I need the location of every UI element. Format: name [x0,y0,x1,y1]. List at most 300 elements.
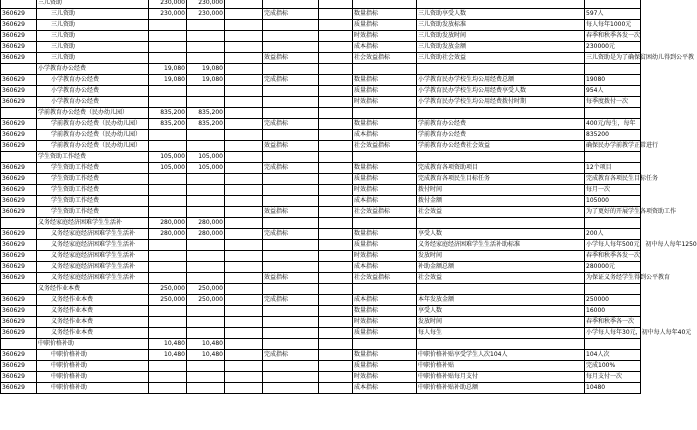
cell-code[interactable] [1,284,37,295]
cell-project-name[interactable]: 中职价格补助 [37,361,149,372]
cell-project-name[interactable]: 中职价格补助 [37,383,149,394]
cell-indicator-level2[interactable]: 数量指标 [353,350,417,361]
cell-empty[interactable] [319,361,353,372]
cell-empty[interactable] [319,9,353,20]
cell-indicator-name[interactable]: 三儿资助发放标准 [417,20,585,31]
cell-empty[interactable] [225,339,263,350]
cell-indicator-level1[interactable] [263,306,319,317]
cell-empty[interactable] [225,64,263,75]
cell-indicator-name[interactable] [417,152,585,163]
cell-indicator-name[interactable]: 完成教育各项资助项目 [417,163,585,174]
cell-empty[interactable] [319,86,353,97]
cell-budget-total[interactable] [149,306,187,317]
cell-indicator-level1[interactable] [263,185,319,196]
cell-project-name[interactable]: 义务经作业本费 [37,317,149,328]
cell-indicator-level2[interactable]: 成本指标 [353,262,417,273]
cell-code[interactable]: 360629 [1,9,37,20]
cell-empty[interactable] [225,97,263,108]
cell-indicator-value[interactable]: 小学每人每年30元，初中每人每年40元 [585,328,641,339]
cell-budget-allocated[interactable]: 250,000 [187,295,225,306]
cell-indicator-level2[interactable]: 成本指标 [353,383,417,394]
cell-empty[interactable] [319,240,353,251]
cell-indicator-value[interactable]: 完成100% [585,361,641,372]
cell-indicator-level1[interactable]: 完成指标 [263,75,319,86]
cell-indicator-level1[interactable] [263,372,319,383]
cell-empty[interactable] [225,174,263,185]
cell-empty[interactable] [319,350,353,361]
cell-indicator-name[interactable]: 享受人数 [417,306,585,317]
cell-empty[interactable] [225,75,263,86]
cell-indicator-value[interactable] [585,339,641,350]
cell-indicator-level2[interactable]: 时效指标 [353,97,417,108]
cell-project-name[interactable]: 学生资助工作经费 [37,152,149,163]
cell-code[interactable]: 360629 [1,350,37,361]
cell-project-name[interactable]: 中职价格补助 [37,372,149,383]
cell-indicator-level1[interactable]: 完成指标 [263,229,319,240]
cell-budget-allocated[interactable]: 230,000 [187,9,225,20]
cell-indicator-name[interactable]: 补助金额总额 [417,262,585,273]
cell-indicator-value[interactable]: 三儿资助是为了确保贫困幼儿得到公平教 [585,53,641,64]
cell-empty[interactable] [225,42,263,53]
cell-indicator-value[interactable] [585,64,641,75]
cell-indicator-level2[interactable] [353,218,417,229]
cell-empty[interactable] [225,229,263,240]
cell-indicator-level2[interactable] [353,152,417,163]
cell-indicator-level2[interactable]: 时效指标 [353,251,417,262]
cell-empty[interactable] [225,218,263,229]
cell-empty[interactable] [319,119,353,130]
cell-indicator-name[interactable]: 小学教育民办学校生均公用经费享受人数 [417,86,585,97]
cell-project-name[interactable]: 义务经作业本费 [37,328,149,339]
cell-empty[interactable] [225,273,263,284]
cell-indicator-name[interactable]: 拨付时间 [417,185,585,196]
cell-budget-allocated[interactable] [187,328,225,339]
cell-project-name[interactable]: 学生资助工作经费 [37,196,149,207]
cell-indicator-level2[interactable]: 质量指标 [353,20,417,31]
cell-project-name[interactable]: 三儿资助 [37,20,149,31]
cell-indicator-level1[interactable] [263,361,319,372]
cell-indicator-level1[interactable]: 完成指标 [263,295,319,306]
cell-indicator-value[interactable]: 完成教育各项民生目标任务 [585,174,641,185]
cell-indicator-value[interactable]: 春季和秋季各一次 [585,317,641,328]
cell-indicator-level2[interactable]: 数量指标 [353,9,417,20]
cell-indicator-name[interactable]: 本年发放金额 [417,295,585,306]
cell-budget-allocated[interactable]: 230,000 [187,0,225,9]
cell-indicator-name[interactable]: 拨付金额 [417,196,585,207]
cell-budget-total[interactable] [149,273,187,284]
cell-indicator-value[interactable]: 200人 [585,229,641,240]
cell-code[interactable] [1,218,37,229]
cell-budget-allocated[interactable] [187,86,225,97]
cell-project-name[interactable]: 三儿资助 [37,31,149,42]
cell-indicator-value[interactable]: 280000元 [585,262,641,273]
cell-empty[interactable] [319,262,353,273]
cell-empty[interactable] [319,273,353,284]
cell-indicator-name[interactable]: 小学教育民办学校生均公用经费拨付时期 [417,97,585,108]
cell-empty[interactable] [319,339,353,350]
cell-code[interactable]: 360629 [1,174,37,185]
cell-empty[interactable] [319,75,353,86]
cell-budget-allocated[interactable]: 105,000 [187,152,225,163]
cell-project-name[interactable]: 三儿资助 [37,42,149,53]
cell-budget-allocated[interactable] [187,185,225,196]
cell-indicator-level1[interactable] [263,31,319,42]
cell-empty[interactable] [225,108,263,119]
cell-project-name[interactable]: 义务经作业本费 [37,306,149,317]
cell-code[interactable] [1,64,37,75]
cell-indicator-level1[interactable] [263,317,319,328]
cell-budget-allocated[interactable] [187,42,225,53]
cell-indicator-name[interactable]: 发放时间 [417,251,585,262]
cell-indicator-name[interactable]: 三儿资助发放时间 [417,31,585,42]
cell-indicator-value[interactable]: 每人每年1000元 [585,20,641,31]
cell-indicator-value[interactable]: 每季度拨付一次 [585,97,641,108]
cell-code[interactable]: 360629 [1,207,37,218]
cell-project-name[interactable]: 义务经家庭经济困难学生生活补 [37,251,149,262]
cell-empty[interactable] [319,141,353,152]
cell-indicator-level1[interactable] [263,0,319,9]
cell-budget-total[interactable] [149,240,187,251]
cell-indicator-name[interactable]: 学前教育办公经费 [417,130,585,141]
cell-indicator-level2[interactable]: 质量指标 [353,240,417,251]
cell-code[interactable]: 360629 [1,251,37,262]
cell-empty[interactable] [319,152,353,163]
cell-indicator-name[interactable]: 享受人数 [417,229,585,240]
cell-indicator-level1[interactable] [263,262,319,273]
cell-code[interactable]: 360629 [1,185,37,196]
cell-indicator-level2[interactable]: 成本指标 [353,196,417,207]
cell-code[interactable]: 360629 [1,361,37,372]
cell-project-name[interactable]: 三儿资助 [37,53,149,64]
cell-code[interactable]: 360629 [1,383,37,394]
cell-budget-total[interactable]: 835,200 [149,108,187,119]
cell-project-name[interactable]: 中职价格补助 [37,350,149,361]
cell-indicator-level2[interactable]: 社会效益指标 [353,273,417,284]
cell-budget-total[interactable]: 230,000 [149,9,187,20]
cell-code[interactable]: 360629 [1,42,37,53]
cell-indicator-level2[interactable]: 数量指标 [353,306,417,317]
cell-indicator-name[interactable] [417,0,585,9]
cell-empty[interactable] [225,31,263,42]
cell-indicator-level2[interactable]: 时效指标 [353,185,417,196]
cell-budget-total[interactable] [149,86,187,97]
cell-indicator-level1[interactable]: 完成指标 [263,350,319,361]
cell-empty[interactable] [225,141,263,152]
cell-budget-allocated[interactable] [187,130,225,141]
cell-budget-total[interactable]: 105,000 [149,152,187,163]
cell-empty[interactable] [225,383,263,394]
cell-indicator-level1[interactable] [263,42,319,53]
cell-budget-allocated[interactable] [187,273,225,284]
cell-indicator-level1[interactable] [263,328,319,339]
cell-budget-allocated[interactable] [187,97,225,108]
cell-code[interactable]: 360629 [1,306,37,317]
cell-budget-total[interactable] [149,328,187,339]
cell-indicator-level2[interactable]: 成本指标 [353,295,417,306]
cell-indicator-level1[interactable] [263,383,319,394]
cell-indicator-value[interactable] [585,152,641,163]
cell-empty[interactable] [319,97,353,108]
cell-indicator-level2[interactable]: 成本指标 [353,130,417,141]
cell-indicator-value[interactable]: 250000 [585,295,641,306]
cell-indicator-value[interactable]: 小学每人每年500元，初中每人每年1250 [585,240,641,251]
cell-budget-allocated[interactable]: 10,480 [187,339,225,350]
cell-project-name[interactable]: 学前教育办公经费（民办幼儿园） [37,130,149,141]
cell-indicator-value[interactable]: 每月支付一次 [585,372,641,383]
cell-empty[interactable] [319,229,353,240]
cell-indicator-level1[interactable] [263,20,319,31]
cell-empty[interactable] [225,350,263,361]
cell-budget-allocated[interactable] [187,383,225,394]
cell-indicator-name[interactable]: 中职价格补贴补助总额 [417,383,585,394]
cell-indicator-level2[interactable]: 社会效益指标 [353,53,417,64]
cell-budget-allocated[interactable]: 280,000 [187,229,225,240]
cell-empty[interactable] [225,284,263,295]
cell-indicator-level1[interactable] [263,130,319,141]
cell-empty[interactable] [225,240,263,251]
cell-empty[interactable] [319,284,353,295]
cell-indicator-level2[interactable] [353,284,417,295]
cell-budget-total[interactable] [149,31,187,42]
cell-indicator-value[interactable]: 为保证义务经学生得到公平教育 [585,273,641,284]
cell-budget-allocated[interactable]: 835,200 [187,119,225,130]
cell-indicator-name[interactable]: 小学教育民办学校生均公用经费总额 [417,75,585,86]
cell-empty[interactable] [225,152,263,163]
cell-indicator-value[interactable]: 954人 [585,86,641,97]
cell-empty[interactable] [225,306,263,317]
cell-code[interactable]: 360629 [1,53,37,64]
cell-project-name[interactable]: 三儿资助 [37,9,149,20]
cell-budget-allocated[interactable]: 105,000 [187,163,225,174]
cell-indicator-value[interactable]: 104人次 [585,350,641,361]
cell-project-name[interactable]: 义务经作业本费 [37,295,149,306]
cell-budget-allocated[interactable] [187,251,225,262]
cell-project-name[interactable]: 小学教育办公经费 [37,64,149,75]
cell-code[interactable]: 360629 [1,130,37,141]
cell-code[interactable] [1,108,37,119]
cell-code[interactable]: 360629 [1,317,37,328]
cell-budget-total[interactable]: 19,080 [149,64,187,75]
cell-empty[interactable] [225,317,263,328]
cell-budget-total[interactable]: 19,080 [149,75,187,86]
cell-code[interactable]: 360629 [1,20,37,31]
cell-indicator-level1[interactable] [263,218,319,229]
cell-indicator-value[interactable] [585,108,641,119]
cell-indicator-name[interactable]: 义务经家庭经济困难学生生活补助标准 [417,240,585,251]
cell-empty[interactable] [225,196,263,207]
cell-budget-total[interactable] [149,383,187,394]
cell-indicator-name[interactable]: 完成教育各项民生目标任务 [417,174,585,185]
cell-indicator-level1[interactable] [263,339,319,350]
cell-indicator-name[interactable]: 发放时间 [417,317,585,328]
cell-budget-total[interactable] [149,42,187,53]
cell-indicator-level1[interactable] [263,196,319,207]
cell-empty[interactable] [225,130,263,141]
cell-indicator-level1[interactable]: 完成指标 [263,119,319,130]
cell-budget-total[interactable] [149,97,187,108]
cell-project-name[interactable]: 义务经家庭经济困难学生生活补 [37,262,149,273]
cell-indicator-level2[interactable]: 时效指标 [353,317,417,328]
cell-indicator-level1[interactable] [263,240,319,251]
cell-indicator-level1[interactable]: 完成指标 [263,163,319,174]
cell-indicator-value[interactable]: 12个项目 [585,163,641,174]
cell-empty[interactable] [225,9,263,20]
cell-budget-allocated[interactable] [187,53,225,64]
cell-indicator-level2[interactable]: 数量指标 [353,119,417,130]
cell-project-name[interactable]: 学生资助工作经费 [37,163,149,174]
cell-indicator-value[interactable]: 19080 [585,75,641,86]
cell-project-name[interactable]: 小学教育办公经费 [37,75,149,86]
cell-budget-total[interactable]: 280,000 [149,218,187,229]
cell-budget-total[interactable] [149,317,187,328]
cell-empty[interactable] [319,317,353,328]
cell-indicator-level1[interactable] [263,64,319,75]
cell-code[interactable]: 360629 [1,262,37,273]
cell-empty[interactable] [319,218,353,229]
cell-indicator-value[interactable]: 597人 [585,9,641,20]
cell-empty[interactable] [319,196,353,207]
cell-indicator-value[interactable] [585,218,641,229]
cell-code[interactable]: 360629 [1,75,37,86]
cell-empty[interactable] [225,251,263,262]
cell-project-name[interactable]: 学生资助工作经费 [37,207,149,218]
cell-project-name[interactable]: 学前教育办公经费（民办幼儿园） [37,141,149,152]
cell-budget-allocated[interactable]: 250,000 [187,284,225,295]
cell-budget-allocated[interactable] [187,262,225,273]
cell-code[interactable] [1,152,37,163]
cell-budget-allocated[interactable] [187,306,225,317]
cell-budget-total[interactable] [149,185,187,196]
cell-project-name[interactable]: 义务经作业本费 [37,284,149,295]
cell-code[interactable]: 360629 [1,295,37,306]
cell-indicator-level2[interactable] [353,0,417,9]
cell-code[interactable]: 360629 [1,372,37,383]
cell-project-name[interactable]: 义务经家庭经济困难学生生活补 [37,229,149,240]
cell-empty[interactable] [225,295,263,306]
cell-empty[interactable] [225,328,263,339]
cell-budget-total[interactable]: 250,000 [149,295,187,306]
cell-empty[interactable] [319,207,353,218]
cell-project-name[interactable]: 义务经家庭经济困难学生生活补 [37,273,149,284]
cell-indicator-level1[interactable] [263,108,319,119]
cell-budget-allocated[interactable] [187,240,225,251]
cell-indicator-value[interactable]: 每月一次 [585,185,641,196]
cell-project-name[interactable]: 学生资助工作经费 [37,174,149,185]
cell-empty[interactable] [319,251,353,262]
cell-indicator-level1[interactable]: 效益指标 [263,53,319,64]
cell-budget-allocated[interactable] [187,196,225,207]
cell-indicator-value[interactable]: 春季和秋季各发一次 [585,31,641,42]
cell-code[interactable]: 360629 [1,97,37,108]
cell-empty[interactable] [319,163,353,174]
cell-indicator-level1[interactable] [263,251,319,262]
cell-budget-total[interactable]: 105,000 [149,163,187,174]
cell-empty[interactable] [319,20,353,31]
cell-indicator-level2[interactable]: 数量指标 [353,163,417,174]
cell-indicator-value[interactable]: 835200 [585,130,641,141]
cell-project-name[interactable]: 小学教育办公经费 [37,97,149,108]
cell-project-name[interactable]: 三儿资助 [37,0,149,9]
cell-indicator-name[interactable]: 中职价格补贴每月支付 [417,372,585,383]
cell-indicator-value[interactable] [585,0,641,9]
cell-code[interactable]: 360629 [1,229,37,240]
cell-indicator-level2[interactable] [353,108,417,119]
cell-indicator-name[interactable]: 三儿资助社会效益 [417,53,585,64]
cell-indicator-name[interactable]: 社会效益 [417,273,585,284]
cell-indicator-value[interactable]: 400元/每生，每年 [585,119,641,130]
cell-empty[interactable] [319,383,353,394]
cell-budget-total[interactable] [149,372,187,383]
cell-empty[interactable] [319,306,353,317]
cell-indicator-level2[interactable]: 数量指标 [353,229,417,240]
cell-empty[interactable] [225,372,263,383]
cell-indicator-value[interactable]: 为了更好的开展学生各项资助工作 [585,207,641,218]
cell-budget-allocated[interactable]: 10,480 [187,350,225,361]
cell-indicator-level1[interactable] [263,152,319,163]
cell-indicator-level1[interactable] [263,174,319,185]
cell-budget-total[interactable]: 250,000 [149,284,187,295]
cell-indicator-name[interactable]: 三儿资助发放金额 [417,42,585,53]
cell-empty[interactable] [319,31,353,42]
cell-indicator-name[interactable]: 社会效益 [417,207,585,218]
cell-empty[interactable] [319,185,353,196]
cell-empty[interactable] [319,130,353,141]
cell-empty[interactable] [225,163,263,174]
cell-budget-allocated[interactable] [187,372,225,383]
cell-indicator-level1[interactable]: 完成指标 [263,9,319,20]
cell-budget-allocated[interactable] [187,20,225,31]
cell-budget-total[interactable] [149,174,187,185]
cell-project-name[interactable]: 中职价格补助 [37,339,149,350]
cell-indicator-level2[interactable]: 时效指标 [353,31,417,42]
cell-indicator-level1[interactable]: 效益指标 [263,273,319,284]
cell-budget-total[interactable]: 280,000 [149,229,187,240]
cell-indicator-value[interactable]: 230000元 [585,42,641,53]
cell-budget-allocated[interactable]: 835,200 [187,108,225,119]
cell-empty[interactable] [225,86,263,97]
cell-indicator-level2[interactable]: 社会效益指标 [353,207,417,218]
cell-budget-total[interactable]: 10,480 [149,339,187,350]
cell-indicator-level2[interactable] [353,64,417,75]
cell-code[interactable]: 360629 [1,86,37,97]
cell-empty[interactable] [225,20,263,31]
cell-code[interactable]: 360629 [1,119,37,130]
cell-indicator-name[interactable]: 中职价格补贴 [417,361,585,372]
cell-indicator-value[interactable]: 16000 [585,306,641,317]
cell-indicator-name[interactable]: 学前教育办公经费社会效益 [417,141,585,152]
cell-empty[interactable] [319,372,353,383]
cell-budget-allocated[interactable] [187,207,225,218]
cell-empty[interactable] [319,42,353,53]
cell-project-name[interactable]: 义务经家庭经济困难学生生活补 [37,218,149,229]
cell-empty[interactable] [319,0,353,9]
cell-empty[interactable] [225,207,263,218]
cell-code[interactable]: 360629 [1,196,37,207]
cell-code[interactable]: 360629 [1,328,37,339]
cell-code[interactable]: 360629 [1,163,37,174]
cell-indicator-level1[interactable]: 效益指标 [263,141,319,152]
cell-indicator-level2[interactable]: 数量指标 [353,75,417,86]
cell-indicator-level2[interactable]: 质量指标 [353,174,417,185]
cell-budget-total[interactable] [149,130,187,141]
cell-indicator-level1[interactable]: 效益指标 [263,207,319,218]
cell-empty[interactable] [319,64,353,75]
cell-empty[interactable] [319,295,353,306]
cell-indicator-level2[interactable]: 社会效益指标 [353,141,417,152]
cell-project-name[interactable]: 学前教育办公经费（民办幼儿园） [37,119,149,130]
cell-budget-total[interactable] [149,361,187,372]
cell-indicator-level2[interactable] [353,339,417,350]
